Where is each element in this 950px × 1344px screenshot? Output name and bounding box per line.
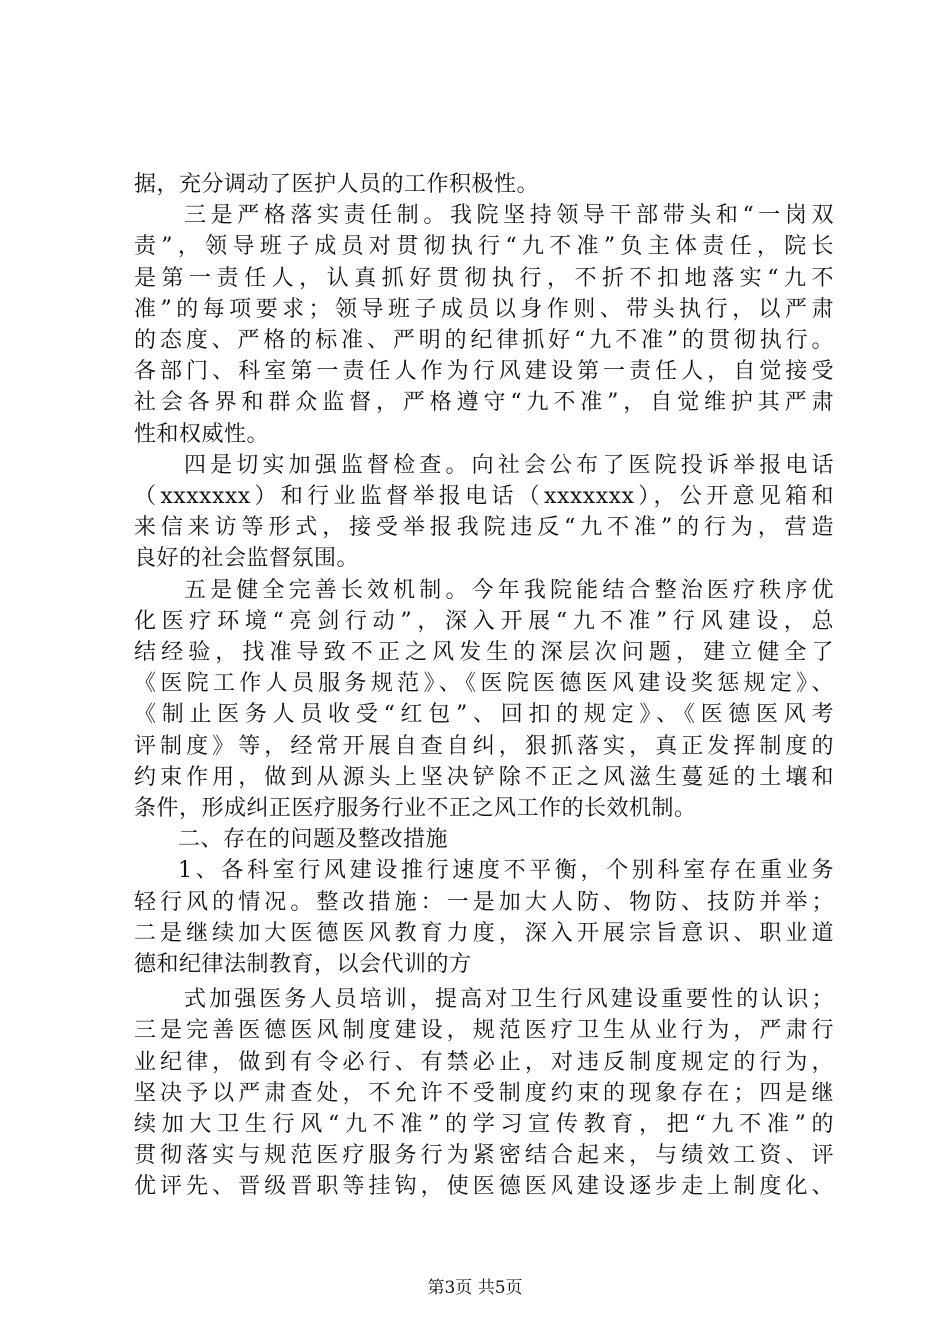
text-line: 业纪律，做到有令必行、有禁必止，对违反制度规定的行为， <box>134 1049 834 1075</box>
page-footer: 第3页 共5页 <box>427 1278 523 1298</box>
text-line: 性和权威性。 <box>134 421 270 447</box>
text-line: 良好的社会监督氛围。 <box>134 546 360 572</box>
text-line: 社会各界和群众监督，严格遵守“九不准”，自觉维护其严肃 <box>134 390 834 416</box>
text-line: 的态度、严格的标准、严明的纪律抓好“九不准”的贯彻执行。 <box>134 328 834 353</box>
text-line: 约束作用，做到从源头上坚决铲除不正之风滋生蔓延的土壤和 <box>134 764 834 790</box>
text-line: 化医疗环境“亮剑行动”，深入开展“九不准”行风建设，总 <box>134 608 834 634</box>
text-line: 德和纪律法制教育，以会代训的方 <box>134 952 472 977</box>
text-line: 条件，形成纠正医疗服务行业不正之风工作的长效机制。 <box>134 796 697 821</box>
text-line: 各部门、科室第一责任人作为行风建设第一责任人，自觉接受 <box>134 359 834 385</box>
text-line: 结经验，找准导致不正之风发生的深层次问题，建立健全了 <box>134 640 834 665</box>
text-line: 《制止医务人员收受“红包”、回扣的规定》、《医德医风考 <box>134 702 834 728</box>
text-line: 《医院工作人员服务规范》、《医院医德医风建设奖惩规定》、 <box>134 671 834 697</box>
text-line: 四是切实加强监督检查。向社会公布了医院投诉举报电话 <box>184 452 834 478</box>
text-line: 准”的每项要求；领导班子成员以身作则、带头执行，以严肃 <box>134 296 834 322</box>
text-line: 贯彻落实与规范医疗服务行为紧密结合起来，与绩效工资、评 <box>134 1143 834 1169</box>
text-line: 三是严格落实责任制。我院坚持领导干部带头和“一岗双 <box>184 203 834 229</box>
text-line: 五是健全完善长效机制。今年我院能结合整治医疗秩序优 <box>184 577 834 603</box>
text-line: 来信来访等形式，接受举报我院违反“九不准”的行为，营造 <box>134 515 834 541</box>
text-line: 1、各科室行风建设推行速度不平衡，个别科室存在重业务 <box>178 858 834 884</box>
text-line: 据，充分调动了医护人员的工作积极性。 <box>134 172 540 197</box>
text-line: 轻行风的情况。整改措施：一是加大人防、物防、技防并举； <box>134 889 834 915</box>
text-line: 式加强医务人员培训，提高对卫生行风建设重要性的认识； <box>184 987 834 1013</box>
text-line: 责”，领导班子成员对贯彻执行“九不准”负主体责任，院长 <box>134 234 834 260</box>
text-line: 优评先、晋级晋职等挂钩，使医德医风建设逐步走上制度化、 <box>134 1174 834 1200</box>
text-line: 二是继续加大医德医风教育力度，深入开展宗旨意识、职业道 <box>134 920 834 946</box>
text-line: 坚决予以严肃查处，不允许不受制度约束的现象存在；四是继 <box>134 1080 834 1106</box>
text-line: 是第一责任人，认真抓好贯彻执行，不折不扣地落实“九不 <box>134 265 834 291</box>
text-line: 续加大卫生行风“九不准”的学习宣传教育，把“九不准”的 <box>134 1112 834 1137</box>
text-line: 评制度》等，经常开展自查自纠，狠抓落实，真正发挥制度的 <box>134 733 834 759</box>
text-line: 三是完善医德医风制度建设，规范医疗卫生从业行为，严肃行 <box>134 1018 834 1044</box>
text-line: （xxxxxxx）和行业监督举报电话（xxxxxxx），公开意见箱和 <box>134 484 834 509</box>
section-heading: 二、存在的问题及整改措施 <box>178 827 449 853</box>
